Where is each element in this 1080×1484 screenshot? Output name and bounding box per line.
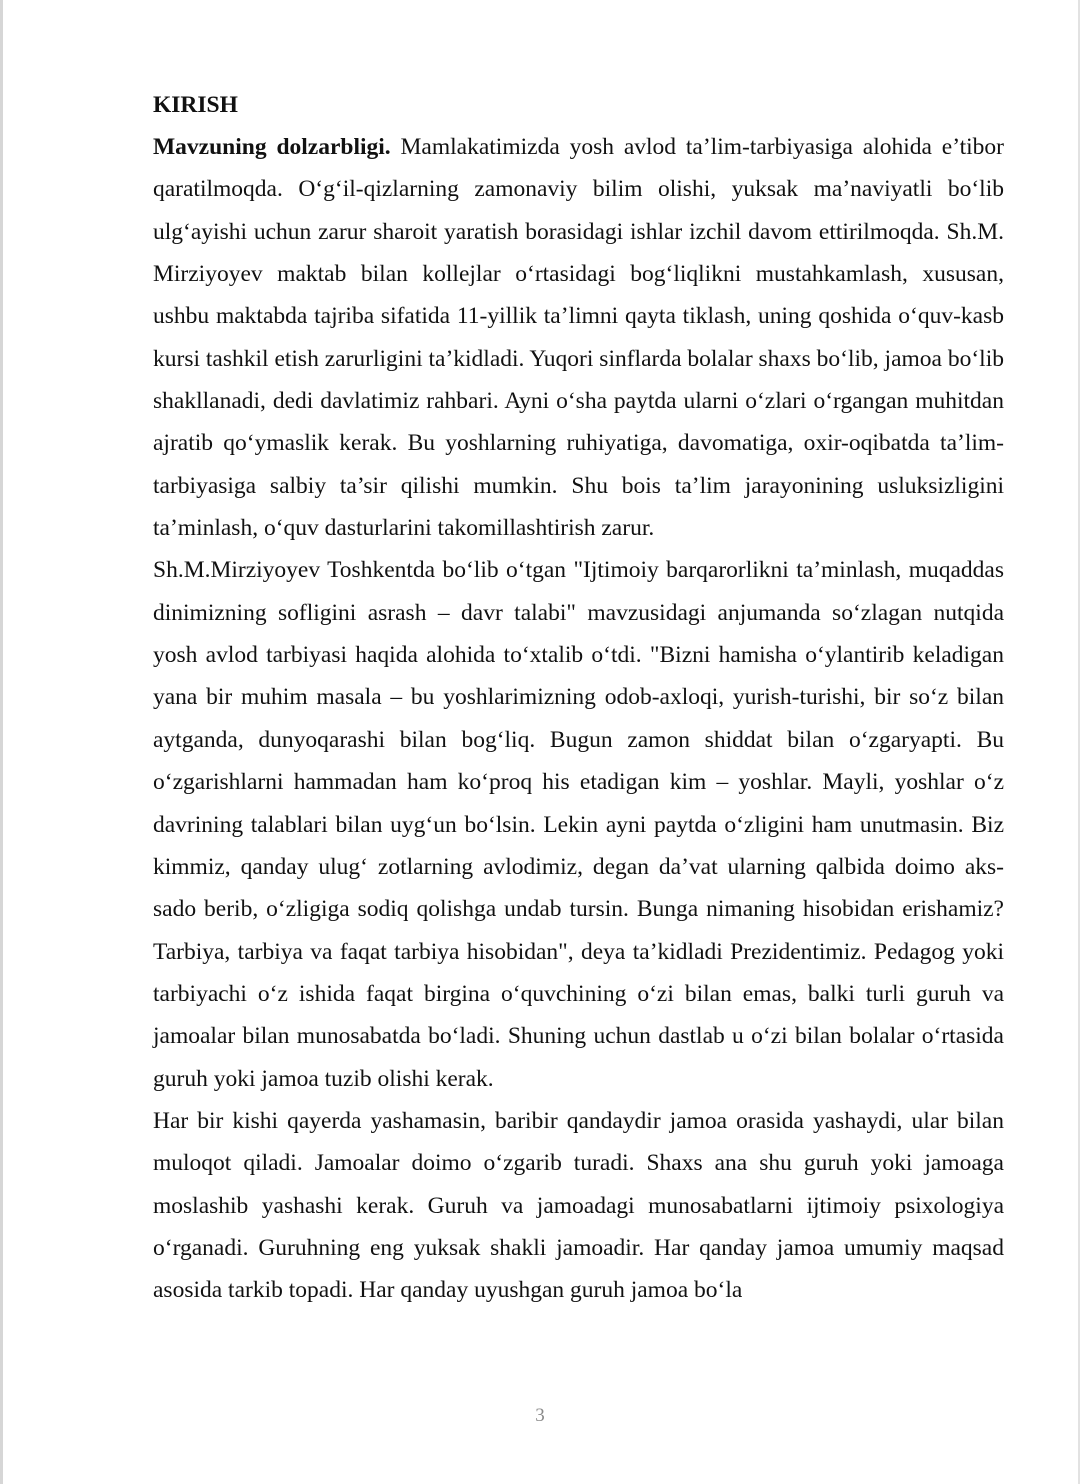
paragraph-1 bbox=[153, 126, 1004, 549]
paragraph-2 bbox=[153, 549, 1004, 1099]
page-number: 3 bbox=[535, 1405, 545, 1426]
page-left-edge bbox=[0, 0, 3, 1484]
paragraph-text: Sh.M.Mirziyoyev Toshkentda bo‘lib o‘tgan "Ijtimoiy barqarorlikni ta’minlash, muqaddas dinimizning sofligini asrash – davr talabi" mavzusidagi anjumanda so‘zlagan nutqida yosh avlod tarbiyasi haqida alohida to‘xtalib o‘tdi. "Bizni hamisha o‘ylantirib keladigan yana bir muhim masala – bu yoshlarimizning odob-axloqi, yurish-turishi, bir so‘z bilan aytganda, dunyoqarashi bilan bog‘liq. Bugun zamon shiddat bilan o‘zgaryapti. Bu o‘zgarishlarni hammadan ham ko‘proq his etadigan kim – yoshlar. Mayli, yoshlar o‘z davrining talablari bilan uyg‘un bo‘lsin. Lekin ayni paytda o‘zligini ham unutmasin. Biz kimmiz, qanday ulug‘ zotlarning avlodimiz, degan da’vat ularning qalbida doimo aks-sado berib, o‘zligiga sodiq qolishga undab tursin. Bunga nimaning hisobidan erishamiz? Tarbiya, tarbiya va faqat tarbiya hisobidan", deya ta’kidladi Prezidentimiz. Pedagog yoki tarbiyachi o‘z ishida faqat birgina o‘quvchining o‘zi bilan emas, balki turli guruh va jamoalar bilan munosabatda bo‘ladi. Shuning uchun dastlab u o‘zi bilan bolalar o‘rtasida guruh yoki jamoa tuzib olishi kerak. bbox=[153, 557, 1004, 1092]
section-heading: KIRISH bbox=[153, 92, 238, 118]
paragraph-text: Har bir kishi qayerda yashamasin, baribir qandaydir jamoa orasida yashaydi, ular bilan muloqot qiladi. Jamoalar doimo o‘zgarib turadi. Shaxs ana shu guruh yoki jamoaga moslashib yashashi kerak. Guruh va jamoadagi munosabatlarni ijtimoiy psixologiya o‘rganadi. Guruhning eng yuksak shakli jamoadir. Har qanday jamoa umumiy maqsad asosida tarkib topadi. Har qanday uyushgan guruh jamoa bo‘la bbox=[153, 1107, 1004, 1304]
paragraph-lead: Mavzuning dolzarbligi. bbox=[153, 134, 391, 160]
paragraph-text: Mamlakatimizda yosh avlod ta’lim-tarbiyasiga alohida e’tibor qaratilmoqda. O‘g‘il-qizlarning zamonaviy bilim olishi, yuksak ma’naviyatli bo‘lib ulg‘ayishi uchun zarur sharoit yaratish borasidagi ishlar izchil davom ettirilmoqda. Sh.M. Mirziyoyev maktab bilan kollejlar o‘rtasidagi bog‘liqlikni mustahkamlash, xususan, ushbu maktabda tajriba sifatida 11-yillik ta’limni qayta tiklash, uning qoshida o‘quv-kasb kursi tashkil etish zarurligini ta’kidladi. Yuqori sinflarda bolalar shaxs bo‘lib, jamoa bo‘lib shakllanadi, dedi davlatimiz rahbari. Ayni o‘sha paytda ularni o‘zlari o‘rgangan muhitdan ajratib qo‘ymaslik kerak. Bu yoshlarning ruhiyatiga, davomatiga, oxir-oqibatda ta’lim-tarbiyasiga salbiy ta’sir qilishi mumkin. Shu bois ta’lim jarayonining usluksizligini ta’minlash, o‘quv dasturlarini takomillashtirish zarur. bbox=[153, 134, 1004, 542]
document-body bbox=[153, 84, 1004, 1312]
paragraph-3 bbox=[153, 1100, 1004, 1312]
